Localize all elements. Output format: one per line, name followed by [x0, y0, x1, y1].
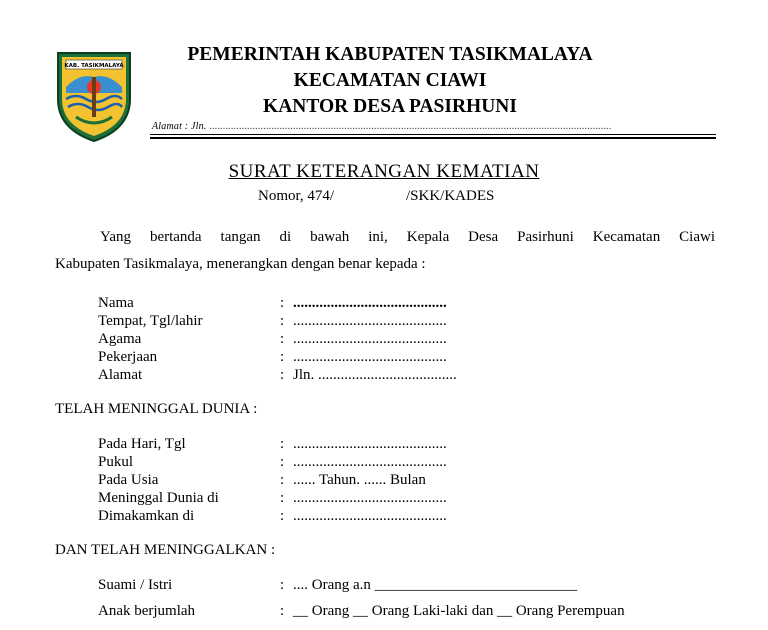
address-dots: .....................................................................................................................................................: [209, 121, 612, 132]
field-value: Jln. .....................................: [293, 367, 457, 383]
field-label: Meninggal Dunia di: [98, 490, 219, 506]
field-value: ...... Tahun. ...... Bulan: [293, 472, 426, 488]
field-label: Anak berjumlah: [98, 603, 196, 619]
letterhead-rule-thick: [150, 137, 716, 139]
field-value: .........................................: [293, 349, 447, 365]
field-colon: :: [280, 349, 285, 365]
field-colon: :: [280, 313, 285, 329]
field-colon: :: [280, 454, 285, 470]
field-label: Nama: [98, 295, 134, 311]
field-label: Pada Hari, Tgl: [98, 436, 186, 452]
document-number-prefix: Nomor, 474/: [258, 188, 335, 204]
field-label: Pukul: [98, 454, 134, 470]
document-number-suffix: /SKK/KADES: [406, 188, 495, 204]
letterhead-line-2: KECAMATAN CIAWI: [293, 70, 487, 91]
address-label: Alamat : Jln.: [152, 121, 207, 132]
field-value: .........................................: [293, 508, 447, 524]
field-colon: :: [280, 295, 285, 311]
field-value: .........................................: [293, 454, 447, 470]
letterhead-address: [152, 121, 612, 132]
letterhead-line-1: PEMERINTAH KABUPATEN TASIKMALAYA: [187, 44, 593, 65]
field-label: Tempat, Tgl/lahir: [98, 313, 203, 329]
field-value: .........................................: [293, 295, 447, 311]
field-colon: :: [280, 331, 285, 347]
field-label: Agama: [98, 331, 142, 347]
field-colon: :: [280, 436, 285, 452]
intro-paragraph-line-2: Kabupaten Tasikmalaya, menerangkan dengan benar kepada :: [55, 256, 426, 272]
field-label: Pada Usia: [98, 472, 159, 488]
section-heading-survivors: DAN TELAH MENINGGALKAN :: [55, 542, 276, 558]
field-value: .........................................: [293, 331, 447, 347]
letterhead-rule-thin: [150, 134, 716, 135]
field-value: __ Orang __ Orang Laki-laki dan __ Orang Perempuan: [293, 603, 625, 619]
field-label: Suami / Istri: [98, 577, 173, 593]
intro-paragraph-line-1: Yang bertanda tangan di bawah ini, Kepala Desa Pasirhuni Kecamatan Ciawi: [100, 229, 715, 245]
field-value: .........................................: [293, 490, 447, 506]
field-colon: :: [280, 490, 285, 506]
field-label: Alamat: [98, 367, 143, 383]
field-colon: :: [280, 367, 285, 383]
field-colon: :: [280, 603, 285, 619]
field-label: Pekerjaan: [98, 349, 158, 365]
document-title: SURAT KETERANGAN KEMATIAN: [228, 161, 540, 182]
field-colon: :: [280, 508, 285, 524]
field-value: .........................................: [293, 313, 447, 329]
field-colon: :: [280, 472, 285, 488]
section-heading-deceased: TELAH MENINGGAL DUNIA :: [55, 401, 258, 417]
regency-emblem-logo: [52, 47, 136, 143]
field-value: .........................................: [293, 436, 447, 452]
logo-text: KAB. TASIKMALAYA: [64, 63, 124, 69]
field-value: .... Orang a.n ___________________________: [293, 577, 578, 593]
letterhead-line-3: KANTOR DESA PASIRHUNI: [263, 96, 517, 117]
field-colon: :: [280, 577, 285, 593]
field-label: Dimakamkan di: [98, 508, 195, 524]
